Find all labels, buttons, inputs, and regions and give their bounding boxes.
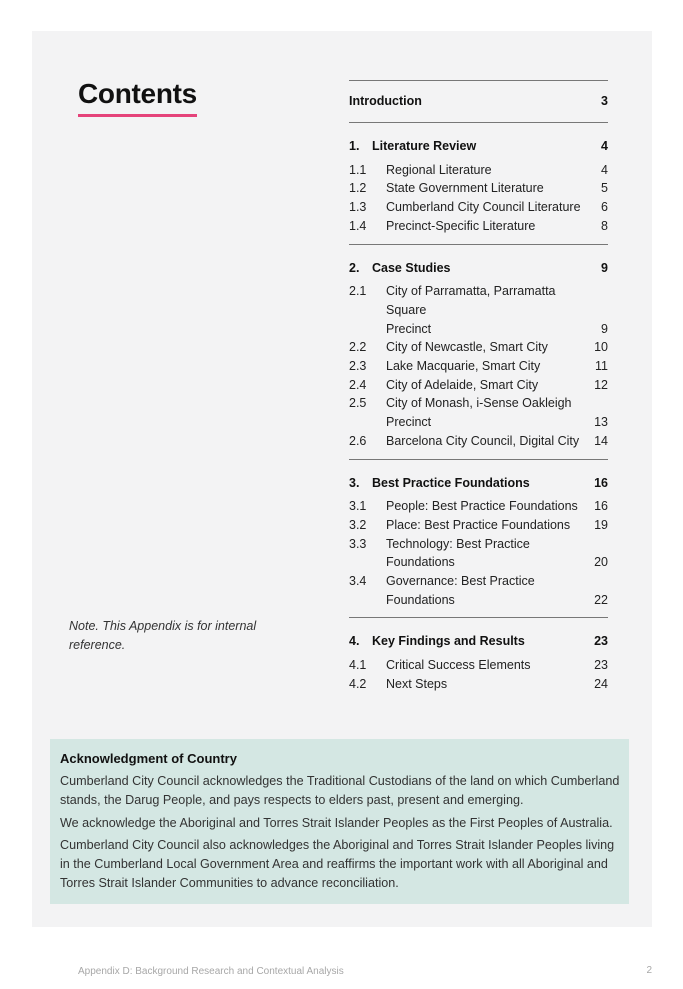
toc-section-title: Key Findings and Results — [372, 634, 525, 649]
toc-entry-number: 2.3 — [349, 359, 367, 374]
toc-entry[interactable] — [349, 217, 608, 236]
toc-entry[interactable] — [349, 376, 608, 395]
toc-entry-label: Barcelona City Council, Digital City — [386, 433, 580, 448]
toc-section-page: 23 — [594, 634, 608, 649]
toc-entry-label: Regional Literature — [386, 162, 492, 177]
toc-entry-page: 22 — [594, 592, 608, 607]
toc-entry-page: 9 — [601, 321, 608, 336]
toc-entry-page: 24 — [594, 676, 608, 691]
table-of-contents — [349, 80, 608, 694]
toc-entry[interactable] — [349, 282, 608, 319]
toc-entry-number: 4.2 — [349, 676, 367, 691]
toc-entry-label: Precinct — [386, 321, 432, 336]
toc-section-number: 2. — [349, 260, 360, 275]
toc-gap — [349, 609, 608, 617]
toc-entry-label: State Government Literature — [386, 181, 544, 196]
toc-entry[interactable] — [349, 432, 608, 451]
toc-section-page: 4 — [601, 139, 608, 153]
toc-entry-label: City of Adelaide, Smart City — [386, 377, 539, 392]
toc-divider — [349, 244, 608, 245]
toc-entry-page: 19 — [594, 517, 608, 532]
toc-entry-label: Lake Macquarie, Smart City — [386, 359, 541, 374]
toc-section-page: 16 — [594, 475, 608, 490]
toc-entry-page: 12 — [594, 377, 608, 392]
toc-entry-number: 2.2 — [349, 340, 367, 355]
toc-entry-number: 2.6 — [349, 433, 367, 448]
toc-entry-number: 1.1 — [349, 162, 367, 177]
toc-entry-page: 23 — [594, 658, 608, 673]
toc-entry[interactable] — [349, 656, 608, 675]
toc-section-number: 4. — [349, 634, 360, 649]
toc-section-title: Best Practice Foundations — [372, 475, 530, 490]
toc-intro-page: 3 — [601, 94, 608, 109]
toc-entry-page: 8 — [601, 218, 608, 233]
appendix-note: Note. This Appendix is for internal reference. — [69, 619, 257, 652]
toc-entry-label: Next Steps — [386, 676, 448, 691]
toc-section-heading[interactable] — [349, 137, 608, 156]
toc-intro-label: Introduction — [349, 94, 422, 109]
toc-entry-page: 14 — [594, 433, 608, 448]
toc-section-heading[interactable] — [349, 259, 608, 278]
acknowledgment-paragraph: Cumberland City Council acknowledges the Traditional Custodians of the land on which Cumberland stands, the Darug People, and pays respects to elders past, present and emerging. — [60, 774, 620, 807]
toc-entry[interactable] — [349, 161, 608, 180]
toc-entry-number: 3.3 — [349, 536, 367, 551]
toc-entry-page: 13 — [594, 415, 608, 430]
toc-entry-label: Governance: Best Practice — [386, 574, 535, 589]
toc-entry[interactable] — [349, 394, 608, 413]
toc-divider — [349, 617, 608, 618]
toc-entry-label: Foundations — [386, 592, 455, 607]
toc-entry[interactable] — [349, 179, 608, 198]
toc-divider — [349, 122, 608, 123]
toc-entry[interactable] — [349, 572, 608, 591]
toc-entry-number: 3.1 — [349, 499, 367, 514]
toc-divider — [349, 459, 608, 460]
toc-entry[interactable] — [349, 516, 608, 535]
toc-gap — [349, 451, 608, 459]
toc-entry-number: 2.1 — [349, 284, 367, 299]
toc-entry-number: 1.3 — [349, 200, 367, 215]
toc-section-heading[interactable] — [349, 632, 608, 651]
toc-entry[interactable] — [349, 535, 608, 554]
page-title: Contents — [78, 78, 197, 109]
toc-entry-number: 2.5 — [349, 396, 367, 411]
toc-entry[interactable] — [349, 553, 608, 572]
toc-section-title: Case Studies — [372, 260, 451, 275]
acknowledgment-box — [50, 739, 629, 904]
toc-entry-label: City of Parramatta, Parramatta Square — [386, 284, 556, 317]
toc-entry[interactable] — [349, 198, 608, 217]
acknowledgment-paragraph: Cumberland City Council also acknowledges the Aboriginal and Torres Strait Islander Peoples living in the Cumberland Local Government Area and reaffirms the important work with all Aboriginal and Torres Strait Islander Communities to advance reconciliation. — [60, 838, 615, 890]
toc-entry-number: 1.2 — [349, 181, 367, 196]
toc-entry-page: 20 — [594, 555, 608, 570]
toc-entry[interactable] — [349, 413, 608, 432]
toc-entry-number: 4.1 — [349, 658, 367, 673]
toc-entry-page: 11 — [595, 359, 608, 374]
toc-entry[interactable] — [349, 357, 608, 376]
toc-entry-label: Critical Success Elements — [386, 658, 531, 673]
toc-entry-label: Precinct-Specific Literature — [386, 218, 536, 233]
toc-entry-page: 5 — [601, 181, 608, 196]
toc-entry[interactable] — [349, 497, 608, 516]
toc-section-heading[interactable] — [349, 474, 608, 493]
acknowledgment-paragraph: We acknowledge the Aboriginal and Torres Strait Islander Peoples as the First Peoples of Australia. — [60, 816, 613, 830]
toc-entry-label: City of Newcastle, Smart City — [386, 340, 548, 355]
toc-gap — [349, 236, 608, 244]
toc-entry[interactable] — [349, 591, 608, 610]
acknowledgment-title: Acknowledgment of Country — [60, 751, 237, 766]
footer-text: Appendix D: Background Research and Contextual Analysis — [78, 966, 344, 977]
toc-entry-label: Place: Best Practice Foundations — [386, 517, 571, 532]
toc-entry-label: Precinct — [386, 415, 432, 430]
toc-entry-label: Foundations — [386, 555, 455, 570]
toc-entry-page: 4 — [601, 162, 608, 177]
toc-sections — [349, 137, 608, 694]
toc-entry-number: 2.4 — [349, 377, 367, 392]
toc-entry-page: 10 — [594, 340, 608, 355]
toc-section-number: 1. — [349, 139, 360, 153]
toc-entry[interactable] — [349, 675, 608, 694]
title-underline — [78, 114, 197, 117]
toc-section-number: 3. — [349, 475, 360, 490]
toc-entry-label: City of Monash, i-Sense Oakleigh — [386, 396, 572, 411]
toc-entry-number: 1.4 — [349, 218, 367, 233]
toc-section-page: 9 — [601, 260, 608, 275]
toc-entry[interactable] — [349, 320, 608, 339]
toc-entry-label: Technology: Best Practice — [386, 536, 530, 551]
toc-entry-page: 6 — [601, 200, 608, 215]
toc-entry-number: 3.4 — [349, 574, 367, 589]
page-number: 2 — [646, 965, 652, 976]
toc-intro-entry[interactable] — [349, 81, 608, 122]
toc-entry-number: 3.2 — [349, 517, 367, 532]
toc-entry-label: Cumberland City Council Literature — [386, 200, 581, 215]
toc-entry-label: People: Best Practice Foundations — [386, 499, 578, 514]
toc-section-title: Literature Review — [372, 139, 477, 153]
toc-entry[interactable] — [349, 338, 608, 357]
toc-entry-page: 16 — [594, 499, 608, 514]
